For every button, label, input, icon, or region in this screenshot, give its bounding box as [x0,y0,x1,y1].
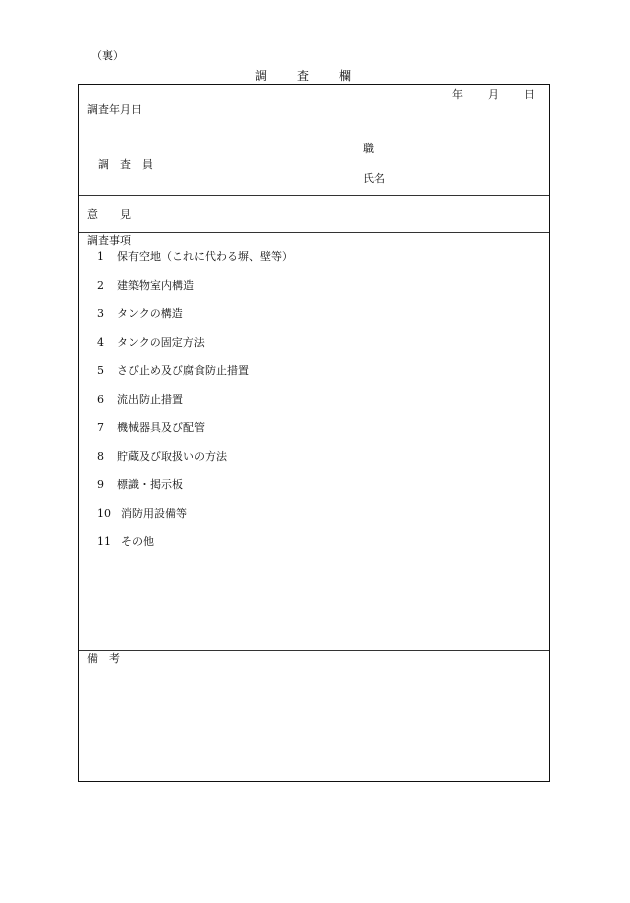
item-number: 9 [97,478,104,491]
list-item [97,280,194,291]
items-heading: 調査事項 [87,234,131,247]
list-item [97,422,205,433]
item-text: その他 [121,535,154,548]
list-item [97,337,205,348]
list-item [97,536,154,547]
list-item [97,479,183,490]
name-label: 氏名 [363,172,385,185]
list-item [97,394,183,405]
list-item [97,365,249,376]
item-number: 4 [97,335,104,349]
title-char-1: 調 [255,69,268,83]
item-number: 3 [97,307,104,320]
form-title [255,70,351,82]
item-number: 2 [97,278,104,292]
item-number: 11 [97,535,111,548]
item-number: 6 [97,392,104,406]
list-item [97,508,187,519]
page-side-label: （裏） [91,49,124,62]
item-text: さび止め及び腐食防止措置 [117,364,249,377]
item-number: 7 [97,421,104,434]
list-item [97,308,183,319]
survey-form-box [78,84,550,782]
date-day-label: 日 [524,88,535,101]
divider-items [79,650,549,651]
title-char-2: 査 [297,69,310,83]
item-text: 建築物室内構造 [117,278,194,292]
item-number: 8 [97,449,104,463]
item-number: 5 [97,364,104,377]
item-text: 流出防止措置 [117,392,183,406]
item-number: 10 [97,506,111,520]
divider-surveyor [79,195,549,196]
remarks-label: 備 考 [87,652,120,665]
list-item [97,251,293,262]
item-text: タンクの固定方法 [117,335,205,349]
list-item [97,451,227,462]
divider-opinion [79,232,549,233]
date-columns [452,89,560,100]
item-text: タンクの構造 [117,307,183,320]
opinion-label: 意 見 [87,208,131,221]
item-text: 保有空地（これに代わる塀、壁等） [117,250,293,263]
position-label: 職 [363,142,374,155]
date-month-label: 月 [488,88,499,101]
date-year-label: 年 [452,88,463,101]
title-char-3: 欄 [339,69,352,83]
item-text: 機械器具及び配管 [117,421,205,434]
item-number: 1 [97,250,104,263]
survey-date-label: 調査年月日 [87,103,142,116]
surveyor-label: 調 査 員 [98,158,153,171]
item-text: 標識・掲示板 [117,478,183,491]
item-text: 消防用設備等 [121,506,187,520]
item-text: 貯蔵及び取扱いの方法 [117,449,227,463]
